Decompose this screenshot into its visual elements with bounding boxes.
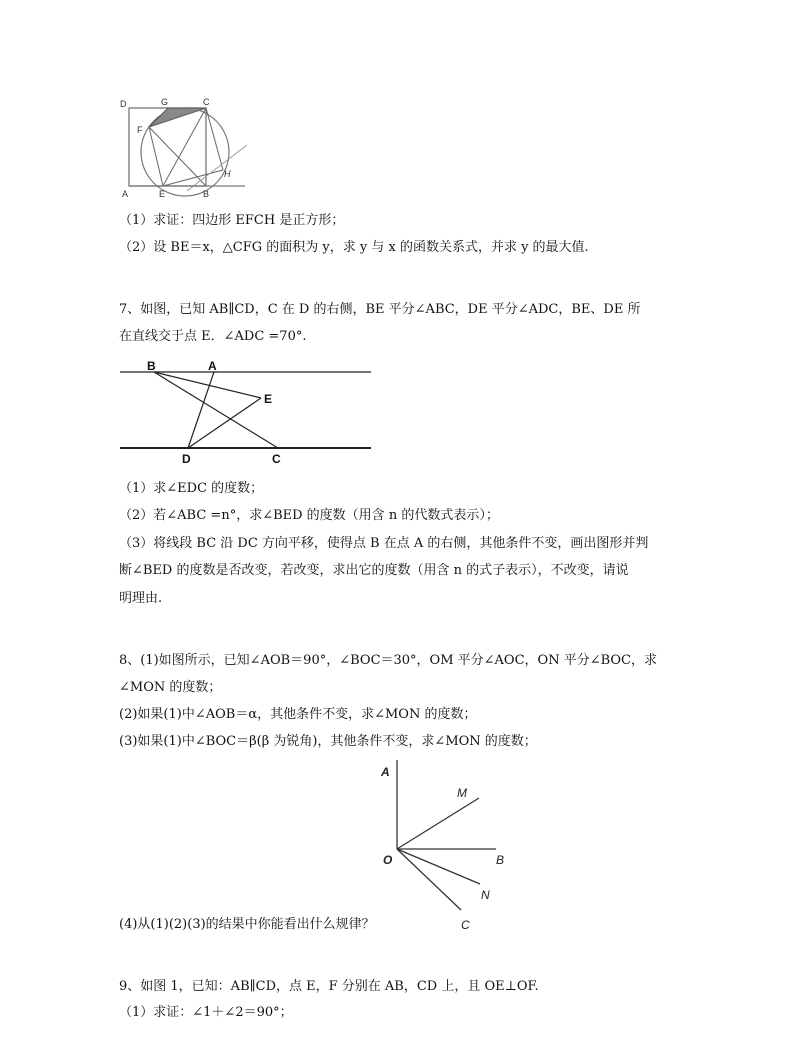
problem8-stem-line2: ∠MON 的度数； bbox=[119, 680, 222, 695]
ray-on bbox=[397, 849, 480, 884]
problem6-figure bbox=[115, 95, 255, 205]
label-g: G bbox=[161, 97, 169, 107]
problem9-stem: 9、如图 1，已知：AB∥CD，点 E，F 分别在 AB，CD 上，且 OE⊥OF. bbox=[119, 979, 539, 994]
label-o: O bbox=[383, 853, 393, 867]
ray-om bbox=[397, 798, 479, 849]
problem8-figure bbox=[375, 755, 515, 935]
segment-bc bbox=[154, 372, 278, 448]
label-b: B bbox=[147, 359, 156, 373]
segment-be bbox=[154, 372, 261, 398]
label-a: A bbox=[122, 189, 129, 199]
problem6-question-1: （1）求证：四边形 EFCH 是正方形； bbox=[119, 213, 345, 228]
label-f: F bbox=[137, 125, 143, 135]
problem7-figure bbox=[118, 355, 378, 467]
problem9-question-1: （1）求证：∠1＋∠2＝90°； bbox=[119, 1005, 293, 1020]
extended-line bbox=[187, 145, 247, 191]
problem7-question-2: （2）若∠ABC =n°，求∠BED 的度数（用含 n 的代数式表示）； bbox=[119, 508, 499, 523]
problem7-question-3-line3: 明理由. bbox=[119, 591, 163, 606]
label-e: E bbox=[159, 189, 166, 199]
problem7-stem-line1: 7、如图，已知 AB∥CD，C 在 D 的右侧，BE 平分∠ABC，DE 平分∠ADC，BE、DE 所 bbox=[119, 302, 641, 317]
label-a: A bbox=[208, 359, 217, 373]
problem7-question-3-line2: 断∠BED 的度数是否改变，若改变，求出它的度数（用含 n 的式子表示），不改变，请说 bbox=[119, 563, 629, 578]
segment-fe bbox=[149, 127, 163, 186]
problem8-question-4: (4)从(1)(2)(3)的结果中你能看出什么规律？ bbox=[119, 917, 375, 932]
label-b: B bbox=[496, 853, 505, 867]
problem7-question-3-line1: （3）将线段 BC 沿 DC 方向平移，使得点 B 在点 A 的右侧，其他条件不变，画出图形并判 bbox=[119, 536, 649, 551]
label-h: H bbox=[224, 169, 231, 179]
label-b: B bbox=[203, 189, 210, 199]
label-c: C bbox=[272, 452, 281, 466]
label-n: N bbox=[481, 888, 490, 902]
label-d: D bbox=[182, 452, 191, 466]
problem7-question-1: （1）求∠EDC 的度数； bbox=[119, 481, 264, 496]
label-m: M bbox=[457, 786, 467, 800]
label-a: A bbox=[381, 765, 390, 779]
problem8-question-3: (3)如果(1)中∠BOC＝β(β 为锐角)，其他条件不变，求∠MON 的度数； bbox=[119, 734, 537, 749]
ray-oc bbox=[397, 849, 461, 910]
segment-de bbox=[188, 398, 261, 448]
label-e: E bbox=[264, 392, 273, 406]
problem8-question-2: (2)如果(1)中∠AOB＝α，其他条件不变，求∠MON 的度数； bbox=[119, 707, 477, 722]
problem6-question-2: （2）设 BE＝x，△CFG 的面积为 y，求 y 与 x 的函数关系式，并求 y 的最大值. bbox=[119, 240, 589, 255]
problem7-stem-line2: 在直线交于点 E．∠ADC =70°. bbox=[119, 329, 307, 344]
segment-ch bbox=[206, 108, 223, 170]
problem8-stem-line1: 8、(1)如图所示，已知∠AOB＝90°，∠BOC＝30°，OM 平分∠AOC，ON 平分∠BOC，求 bbox=[119, 653, 657, 668]
label-c: C bbox=[203, 97, 210, 107]
label-c: C bbox=[461, 918, 470, 932]
label-d: D bbox=[120, 99, 127, 109]
